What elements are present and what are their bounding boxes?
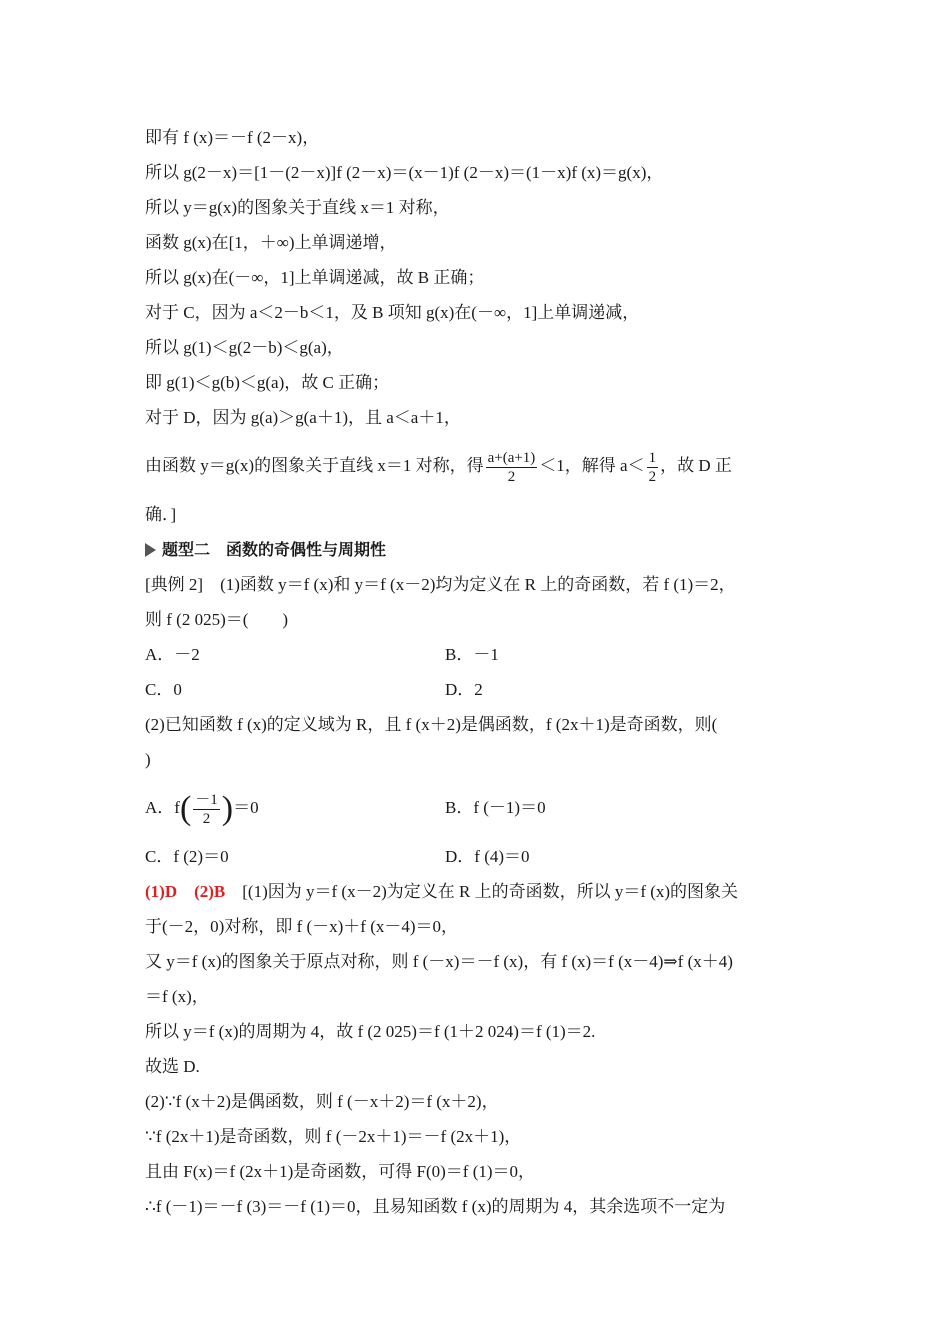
fraction-a-plus-a1-over-2 — [486, 449, 538, 486]
text-fragment: ，故 D 正 — [660, 456, 732, 475]
example-question-2: (2)已知函数 f (x)的定义域为 R，且 f (x＋2)是偶函数，f (2x＋1)是奇函数，则( — [145, 715, 718, 734]
fraction-denominator: 2 — [507, 468, 516, 485]
example-question-1-cont: 则 f (2 025)＝( ) — [145, 610, 289, 629]
text-line: 对于 C，因为 a＜2－b＜1，及 B 项知 g(x)在(－∞，1]上单调递减， — [145, 303, 640, 322]
example-question-2-cont: ) — [145, 750, 151, 769]
solution-line: ＝f (x)， — [145, 987, 209, 1006]
option-a-suffix: ＝0 — [233, 798, 259, 817]
options-row — [145, 777, 805, 839]
text-line: 对于 D，因为 g(a)＞g(a＋1)，且 a＜a＋1， — [145, 408, 461, 427]
answer-line — [145, 874, 805, 909]
fraction-one-half — [647, 449, 659, 486]
answer-tag: (1)D (2)B — [145, 882, 226, 901]
text-line: 即有 f (x)＝－f (2－x)， — [145, 128, 320, 147]
fraction-numerator: －1 — [195, 791, 218, 808]
option-d: D．2 — [445, 680, 483, 699]
fraction-denominator: 2 — [202, 810, 211, 827]
solution-line: 故选 D. — [145, 1057, 200, 1076]
right-paren: ) — [221, 790, 234, 828]
play-triangle-icon — [145, 543, 156, 557]
text-line: 所以 y＝g(x)的图象关于直线 x＝1 对称， — [145, 198, 450, 217]
fraction-text-line — [145, 435, 805, 497]
text-line: 所以 g(2－x)＝[1－(2－x)]f (2－x)＝(x－1)f (2－x)＝(1－x)f (x)＝g(x)， — [145, 163, 664, 182]
text-line: 确．] — [145, 505, 177, 524]
text-line: 即 g(1)＜g(b)＜g(a)，故 C 正确； — [145, 373, 390, 392]
text-line: 函数 g(x)在[1，＋∞)上单调递增， — [145, 233, 397, 252]
text-line: 所以 g(x)在(－∞，1]上单调递减，故 B 正确； — [145, 268, 485, 287]
options-row — [145, 839, 805, 874]
option-a-prefix: A．f — [145, 798, 180, 817]
left-paren: ( — [179, 790, 192, 828]
text-fragment: 由函数 y＝g(x)的图象关于直线 x＝1 对称，得 — [145, 456, 484, 475]
solution-line: 于(－2，0)对称，即 f (－x)＋f (x－4)＝0， — [145, 917, 459, 936]
text-fragment: ＜1，解得 a＜ — [539, 456, 645, 475]
answer-text: [(1)因为 y＝f (x－2)为定义在 R 上的奇函数，所以 y＝f (x)的图象关 — [225, 882, 739, 901]
fraction-minus-one-half — [193, 791, 220, 828]
fraction-numerator: 1 — [648, 449, 657, 466]
solution-line: 又 y＝f (x)的图象关于原点对称，则 f (－x)＝－f (x)，有 f (x)＝f (x－4)⇒f (x＋4) — [145, 952, 733, 971]
solution-line: (2)∵f (x＋2)是偶函数，则 f (－x＋2)＝f (x＋2)， — [145, 1092, 499, 1111]
options-row — [145, 672, 805, 707]
example-question-1: [典例 2] (1)函数 y＝f (x)和 y＝f (x－2)均为定义在 R 上的奇函数，若 f (1)＝2， — [145, 575, 736, 594]
option-c: C．0 — [145, 680, 182, 699]
text-line: 所以 g(1)＜g(2－b)＜g(a)， — [145, 338, 344, 357]
solution-line: 所以 y＝f (x)的周期为 4，故 f (2 025)＝f (1＋2 024)＝f (1)＝2. — [145, 1022, 596, 1041]
solution-line: 且由 F(x)＝f (2x＋1)是奇函数，可得 F(0)＝f (1)＝0， — [145, 1162, 536, 1181]
solution-line: ∵f (2x＋1)是奇函数，则 f (－2x＋1)＝－f (2x＋1)， — [145, 1127, 522, 1146]
section-heading — [145, 532, 805, 567]
option-a: A．－2 — [145, 645, 200, 664]
option-c: C．f (2)＝0 — [145, 847, 229, 866]
option-a — [145, 777, 445, 839]
solution-line: ∴f (－1)＝－f (3)＝－f (1)＝0，且易知函数 f (x)的周期为 4，其余选项不一定为 — [145, 1197, 726, 1216]
fraction-denominator: 2 — [648, 468, 657, 485]
fraction-numerator: a+(a+1) — [487, 449, 536, 466]
option-b: B．－1 — [445, 645, 499, 664]
options-row — [145, 637, 805, 672]
document-page — [145, 120, 805, 1224]
option-b: B．f (－1)＝0 — [445, 798, 546, 817]
option-d: D．f (4)＝0 — [445, 847, 530, 866]
section-heading-text: 题型二 函数的奇偶性与周期性 — [162, 540, 387, 559]
